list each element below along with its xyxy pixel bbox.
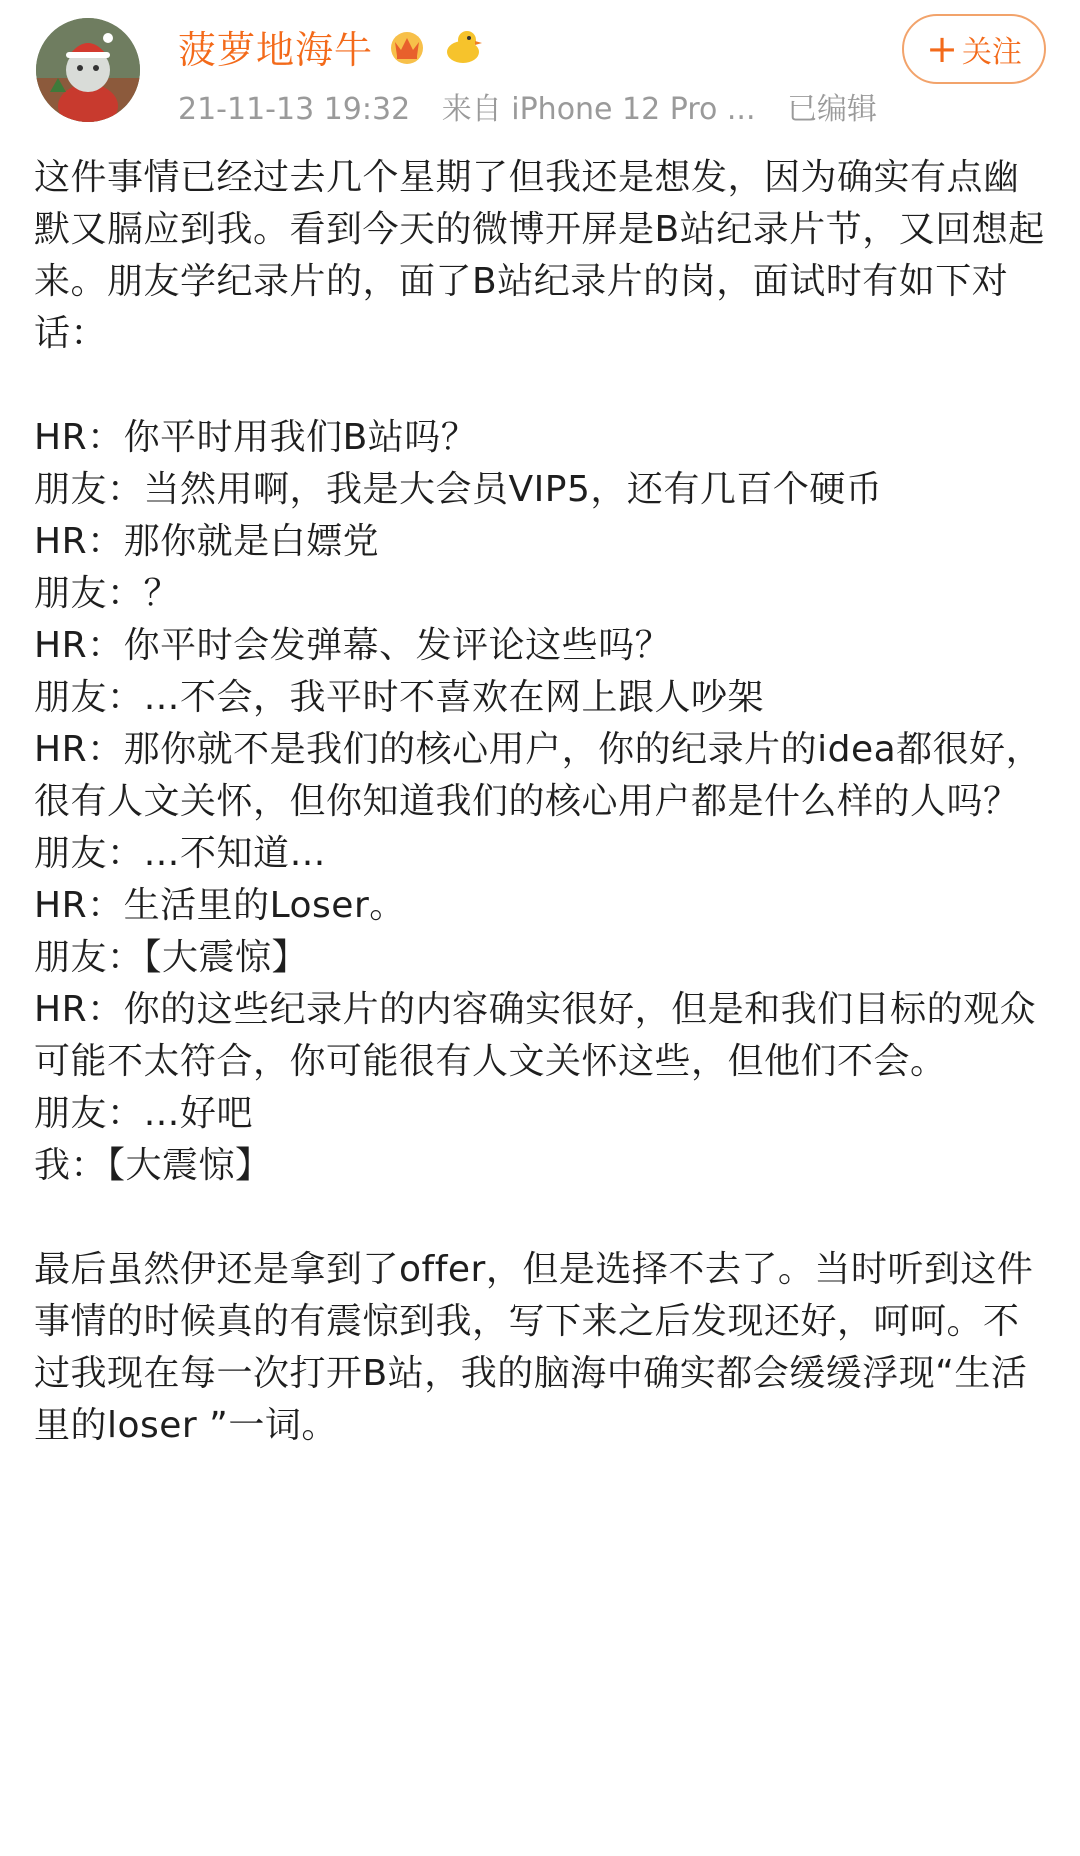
paragraph-spacer [34, 1192, 1054, 1244]
duck-badge-icon [441, 24, 485, 68]
dialogue-line: 朋友：【大震惊】 [34, 937, 309, 978]
post-body [34, 152, 1054, 1452]
dialogue-line: HR：生活里的Loser。 [34, 885, 406, 926]
post-intro-paragraph: 这件事情已经过去几个星期了但我还是想发，因为确实有点幽默又膈应到我。看到今天的微博开屏是B站纪录片节，又回想起来。朋友学纪录片的，面了B站纪录片的岗，面试时有如下对话： [34, 157, 1045, 354]
dialogue-line: HR：你平时用我们B站吗？ [34, 417, 478, 458]
dialogue-line: 朋友：…不会，我平时不喜欢在网上跟人吵架 [34, 677, 765, 718]
post-source[interactable]: 来自 iPhone 12 Pro ... [441, 92, 756, 127]
avatar-image [36, 18, 140, 122]
post-header [0, 0, 1080, 140]
dialogue-line: 朋友：…不知道… [34, 833, 327, 874]
dialogue-line: HR：那你就是白嫖党 [34, 521, 380, 562]
post-outro-paragraph: 最后虽然伊还是拿到了offer，但是选择不去了。当时听到这件事情的时候真的有震惊到我，写下来之后发现还好，呵呵。不过我现在每一次打开B站，我的脑海中确实都会缓缓浮现“生活里的loser ”一词。 [34, 1249, 1034, 1446]
username-row [178, 18, 485, 74]
follow-button-label: 关注 [961, 35, 1022, 70]
dialogue-line: 朋友：当然用啊，我是大会员VIP5，还有几百个硬币 [34, 469, 883, 510]
crown-badge-icon [385, 24, 429, 68]
dialogue-line: HR：你的这些纪录片的内容确实很好，但是和我们目标的观众可能不太符合，你可能很有人文关怀这些，但他们不会。 [34, 989, 1037, 1082]
plus-icon: + [926, 27, 958, 71]
dialogue-line: 朋友：…好吧 [34, 1093, 254, 1134]
post-timestamp: 21-11-13 19:32 [178, 92, 411, 127]
paragraph-spacer [34, 360, 1054, 412]
follow-button[interactable] [902, 14, 1046, 84]
avatar[interactable] [36, 18, 140, 122]
dialogue-line: HR：那你就不是我们的核心用户，你的纪录片的idea都很好，很有人文关怀，但你知道我们的核心用户都是什么样的人吗？ [34, 729, 1043, 822]
dialogue-line: 朋友：？ [34, 573, 181, 614]
username[interactable]: 菠萝地海牛 [178, 27, 374, 72]
edited-label[interactable]: 已编辑 [787, 92, 878, 127]
dialogue-line: 我：【大震惊】 [34, 1145, 272, 1186]
post-meta [178, 84, 899, 128]
dialogue-line: HR：你平时会发弹幕、发评论这些吗？ [34, 625, 672, 666]
